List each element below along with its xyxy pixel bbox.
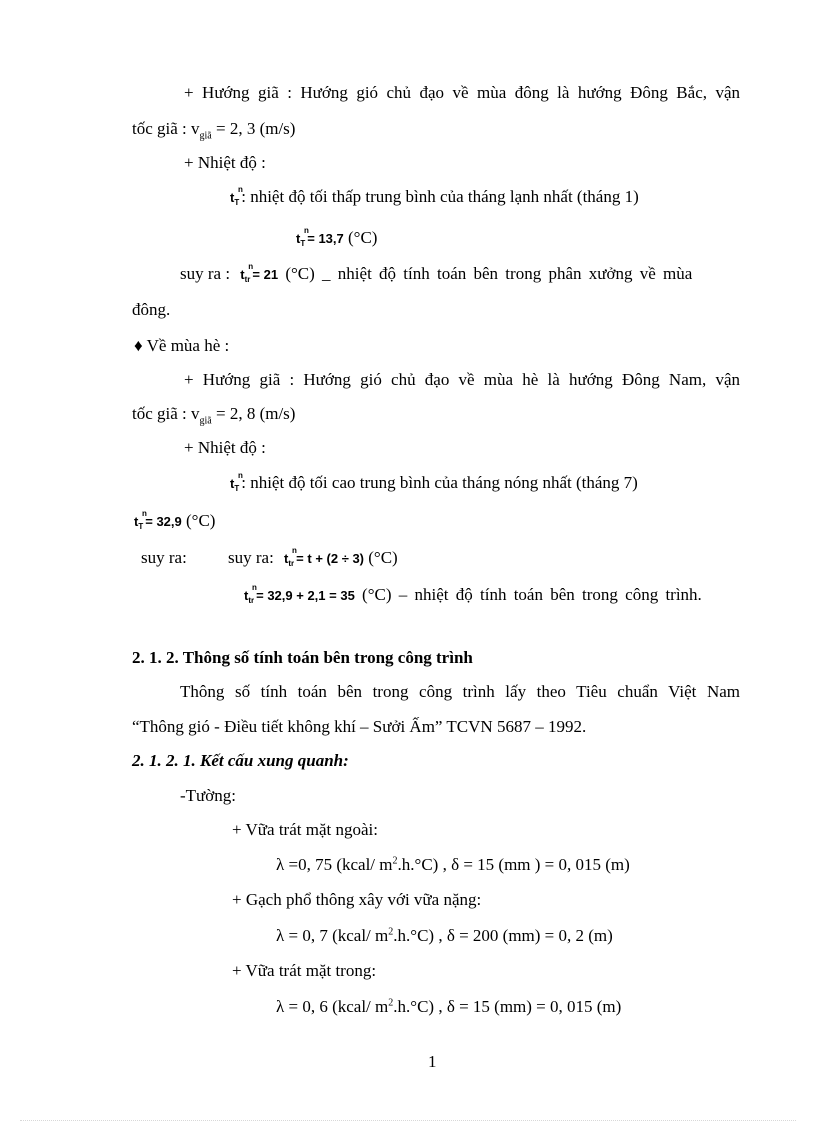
- t-symbol: t n $_T$: [230, 471, 243, 493]
- layer2-name: + Gạch phổ thông xây với vữa nặng:: [232, 890, 482, 909]
- unit: (°C): [364, 548, 398, 567]
- suyra-label: suy ra:: [228, 548, 274, 567]
- summer-t-outside: [134, 511, 215, 534]
- wind-speed-prefix: tốc giã : v: [132, 404, 200, 423]
- t-inside-text: (°C) _ nhiệt độ tính toán bên trong phân xưởng về mùa: [278, 264, 693, 283]
- winter-temp-heading: + Nhiệt độ :: [184, 153, 266, 172]
- t-symbol: t n $_{tr}$: [244, 583, 257, 605]
- summer-suyra-label: suy ra:: [141, 548, 187, 567]
- wind-speed-sub: giã: [199, 415, 212, 427]
- suyra-label: suy ra :: [180, 264, 231, 283]
- wind-speed-value: = 2, 8 (m/s): [211, 404, 296, 423]
- t-symbol: t n $_T$: [296, 226, 309, 248]
- wall-label: -Tường:: [180, 786, 236, 805]
- t-symbol: t n $_T$: [134, 509, 147, 531]
- summer-wind-speed: [132, 404, 296, 427]
- formula: = 32,9: [145, 514, 182, 529]
- t-desc-text: : nhiệt độ tối cao trung bình của tháng nóng nhất (tháng 7): [241, 473, 638, 492]
- t-desc-text: : nhiệt độ tối thấp trung bình của tháng lạnh nhất (tháng 1): [241, 187, 639, 206]
- wind-speed-prefix: tốc giã : v: [132, 119, 200, 138]
- unit: (°C): [181, 511, 216, 530]
- summer-t-result: [244, 585, 702, 608]
- section-subtitle: 2. 1. 2. 1. Kết cấu xung quanh:: [132, 751, 349, 770]
- formula: = 32,9 + 2,1 = 35: [256, 588, 355, 603]
- winter-t-inside-cont: đông.: [132, 300, 171, 319]
- t-result-text: (°C) – nhiệt độ tính toán bên trong công trình.: [354, 585, 702, 604]
- summer-temp-heading: + Nhiệt độ :: [184, 438, 266, 457]
- wind-speed-sub: giã: [199, 130, 212, 142]
- winter-t-desc: [230, 187, 639, 210]
- t-symbol: t n $_T$: [230, 185, 243, 207]
- layer3-name: + Vữa trát mặt trong:: [232, 961, 377, 980]
- section-title: 2. 1. 2. Thông số tính toán bên trong công trình: [132, 648, 473, 667]
- wind-speed-value: = 2, 3 (m/s): [211, 119, 296, 138]
- footer-rule: [20, 1120, 796, 1121]
- winter-wind-speed: [132, 119, 296, 142]
- winter-t-outside: [296, 228, 377, 251]
- formula: = t + (2 ÷ 3): [296, 551, 364, 566]
- formula: = 21: [252, 267, 279, 282]
- winter-wind-direction: + Hướng giã : Hướng gió chủ đạo về mùa đông là hướng Đông Bắc, vận: [184, 83, 740, 102]
- unit: (°C): [343, 228, 378, 247]
- t-symbol: t n $_{tr}$: [240, 262, 254, 284]
- summer-t-desc: [230, 473, 638, 496]
- layer1-props: λ =0, 75 (kcal/ $m^2.h.^\circ C$) , δ = 15 (mm ) = 0, 015 (m): [276, 855, 630, 874]
- section-para-line1: Thông số tính toán bên trong công trình lấy theo Tiêu chuẩn Việt Nam: [180, 682, 740, 701]
- layer3-props: λ = 0, 6 (kcal/ $m^2.h.^\circ C$) , δ = 15 (mm) = 0, 015 (m): [276, 997, 622, 1016]
- summer-wind-direction: + Hướng giã : Hướng gió chủ đạo về mùa hè là hướng Đông Nam, vận: [184, 370, 740, 389]
- section-para-line2: “Thông gió - Điều tiết không khí – Sưởi Ấm” TCVN 5687 – 1992.: [132, 717, 587, 736]
- summer-t-rule: [228, 548, 398, 571]
- winter-t-inside: [180, 264, 740, 287]
- t-symbol: t n $_{tr}$: [284, 546, 297, 568]
- page-number: 1: [428, 1052, 437, 1071]
- layer1-name: + Vữa trát mặt ngoài:: [232, 820, 378, 839]
- layer2-props: λ = 0, 7 (kcal/ $m^2.h.^\circ C$) , δ = 200 (mm) = 0, 2 (m): [276, 926, 613, 945]
- formula: = 13,7: [307, 231, 344, 246]
- summer-heading: ♦ Về mùa hè :: [134, 336, 230, 355]
